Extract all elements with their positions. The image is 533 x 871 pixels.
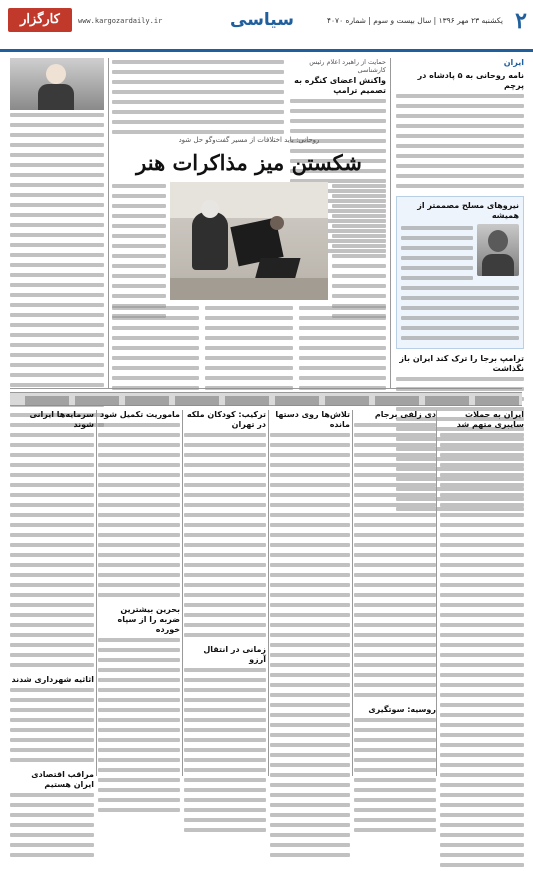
article-title[interactable]: سرمایه‌ها ایرانی شوند: [29, 410, 94, 429]
main-headline[interactable]: شکستن میز مذاکرات هنر: [136, 150, 362, 175]
right-column: [396, 58, 524, 388]
website-url[interactable]: www.kargozardaily.ir: [78, 17, 163, 25]
main-photo: [170, 182, 328, 300]
below-photo-text: [112, 304, 386, 388]
article-title[interactable]: زمانی در انتقال آرزو: [203, 645, 266, 664]
lower-col-4: [184, 410, 266, 776]
article-title[interactable]: دی زلفی برجام: [374, 410, 436, 419]
article-title[interactable]: تلاش‌ها روی دستها مانده: [275, 410, 350, 429]
issue-date-line: یکشنبه ۲۳ مهر ۱۳۹۶ | سال بیست و سوم | شماره ۴۰۷۰: [327, 16, 503, 25]
lower-col-1: [440, 410, 524, 776]
article-title[interactable]: اثاثیه شهرداری شدند: [11, 675, 94, 684]
center-top-article-2: [112, 58, 284, 132]
article-title[interactable]: روسیه: سوتگیری: [368, 705, 436, 714]
page-number: ۲: [515, 8, 527, 34]
photo-side-right: [332, 182, 386, 300]
article-title[interactable]: ماموریت تکمیل شود: [100, 410, 180, 419]
lower-col-2: [354, 410, 436, 776]
headline-kicker: روحانی: باید اختلافات از مسیر گفت‌وگو حل شود: [178, 136, 320, 144]
advertisement-strip[interactable]: [10, 392, 522, 406]
newspaper-logo: کارگزار: [8, 8, 72, 32]
section-title: سیاسی: [230, 10, 294, 30]
article-body: [396, 94, 524, 192]
article-title[interactable]: نامه روحانی به ۵ پادشاه در پرچم: [417, 71, 524, 90]
article-title[interactable]: مراقب اقتصادی ایران هستیم: [31, 770, 94, 789]
left-column: [10, 58, 104, 388]
article-kicker: حمایت از راهبرد اعلام رئیس کارشناسی: [309, 58, 386, 74]
lower-col-6: [10, 410, 94, 789]
photo-side-left: [112, 182, 166, 300]
article-title[interactable]: ایران به حملات سایبری متهم شد: [456, 410, 524, 429]
article-title[interactable]: واکنش اعضای کنگره به تصمیم ترامپ: [294, 76, 386, 95]
right-section-label: ایران: [503, 58, 524, 67]
opinion-box: [396, 196, 524, 349]
speaker-photo: [10, 58, 104, 110]
author-portrait: [477, 224, 519, 276]
masthead: [0, 0, 533, 52]
article-title[interactable]: ترکیب: کودکان ملکه در تهران: [186, 410, 266, 429]
lower-col-3: [270, 410, 350, 776]
article-title[interactable]: بحرین بیشترین ضربه را از سپاه خورده: [117, 605, 180, 634]
article-title[interactable]: ترامپ برجا را ترک کند ایران باز نگذاشت: [399, 354, 524, 373]
lower-col-5: [98, 410, 180, 776]
article-title[interactable]: نیروهای مسلح مصممتر از همیشه: [417, 201, 519, 220]
